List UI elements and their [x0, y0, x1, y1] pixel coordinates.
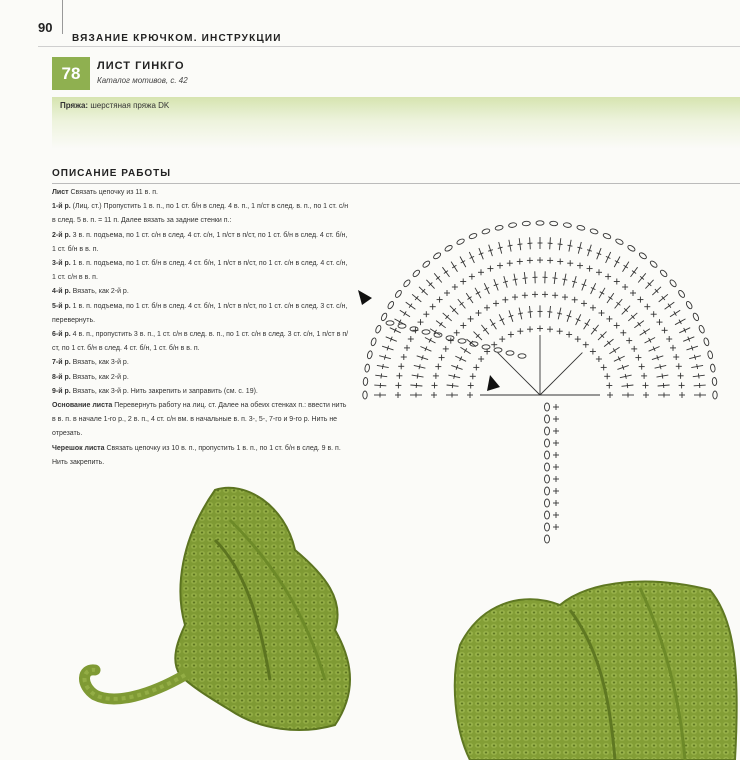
instruction-line: Основание листа Перевернуть работу на лиц. ст. Далее на обеих стенках п.: ввести нить в в. п. в начале 1-го р., 2 в. п., 4 ст. с/н вм. в начальные в. п. 3-, 5-, 7-го и 9-го р. Нить не отрезать.: [52, 402, 347, 438]
instruction-line: 9-й р. Вязать, как 3-й р. Нить закрепить и заправить (см. с. 19).: [52, 387, 258, 395]
header-divider: [62, 0, 63, 34]
instruction-line: 8-й р. Вязать, как 2-й р.: [52, 373, 129, 381]
instruction-line: Лист Связать цепочку из 11 в. п.: [52, 189, 158, 196]
crochet-chart-icon: [350, 195, 730, 555]
motif-catalog-ref: Каталог мотивов, с. 42: [97, 76, 188, 85]
instruction-line: 6-й р. 4 в. п., пропустить 3 в. п., 1 ст. с/н в след. в. п., по 1 ст. с/н в след. 3 ст. с/н, 1 п/ст в п/ст, по 1 ст. б/н в след. 4 ст. б/н, 1 ст. б/н в в. п.: [52, 331, 349, 353]
section-title: ОПИСАНИЕ РАБОТЫ: [52, 168, 172, 179]
yarn-label: Пряжа:: [60, 101, 89, 110]
section-rule: [52, 183, 740, 184]
start-arrow-icon: [487, 375, 500, 391]
instructions: [52, 186, 352, 470]
motif-title: ЛИСТ ГИНКГО: [97, 60, 185, 72]
motif-number-badge: 78: [52, 57, 90, 90]
chart-fan: [363, 221, 717, 399]
header-rule: [38, 46, 740, 47]
chart-stem: [545, 403, 560, 543]
running-head: ВЯЗАНИЕ КРЮЧКОМ. ИНСТРУКЦИИ: [72, 33, 282, 44]
start-arrow-icon: [358, 290, 372, 305]
instruction-line: Черешок листа Связать цепочку из 10 в. п., пропустить 1 в. п., по 1 ст. б/н в след. 9 в. п. Нить закрепить.: [52, 444, 341, 466]
instruction-line: 5-й р. 1 в. п. подъема, по 1 ст. б/н в след. 4 ст. б/н, 1 п/ст в п/ст, по 1 ст. с/н в след. 3 ст. с/н, перевернуть.: [52, 302, 348, 324]
yarn-info: [60, 101, 169, 110]
ginkgo-leaf-photo-2: [450, 560, 740, 760]
instruction-line: 3-й р. 1 в. п. подъема, по 1 ст. б/н в след. 4 ст. б/н, 1 п/ст в п/ст, по 1 ст. с/н в след. 4 ст. с/н, 1 ст. с/н в в. п.: [52, 260, 348, 282]
instruction-line: 1-й р. (Лиц. ст.) Пропустить 1 в. п., по 1 ст. б/н в след. 4 в. п., 1 п/ст в след. в. п., по 1 ст. с/н в след. 5 в. п. = 11 п. Далее вязать за задние стенки п.:: [52, 203, 349, 225]
page-number: 90: [38, 20, 53, 35]
yarn-text: шерстяная пряжа DK: [90, 101, 170, 110]
instruction-line: 4-й р. Вязать, как 2-й р.: [52, 288, 129, 296]
instruction-line: 2-й р. 3 в. п. подъема, по 1 ст. с/н в след. 4 ст. с/н, 1 п/ст в п/ст, по 1 ст. б/н в след. 4 ст. б/н, 1 ст. б/н в в. п.: [52, 231, 348, 253]
instruction-line: 7-й р. Вязать, как 3-й р.: [52, 359, 129, 367]
ginkgo-leaf-photo-1: [70, 480, 370, 750]
